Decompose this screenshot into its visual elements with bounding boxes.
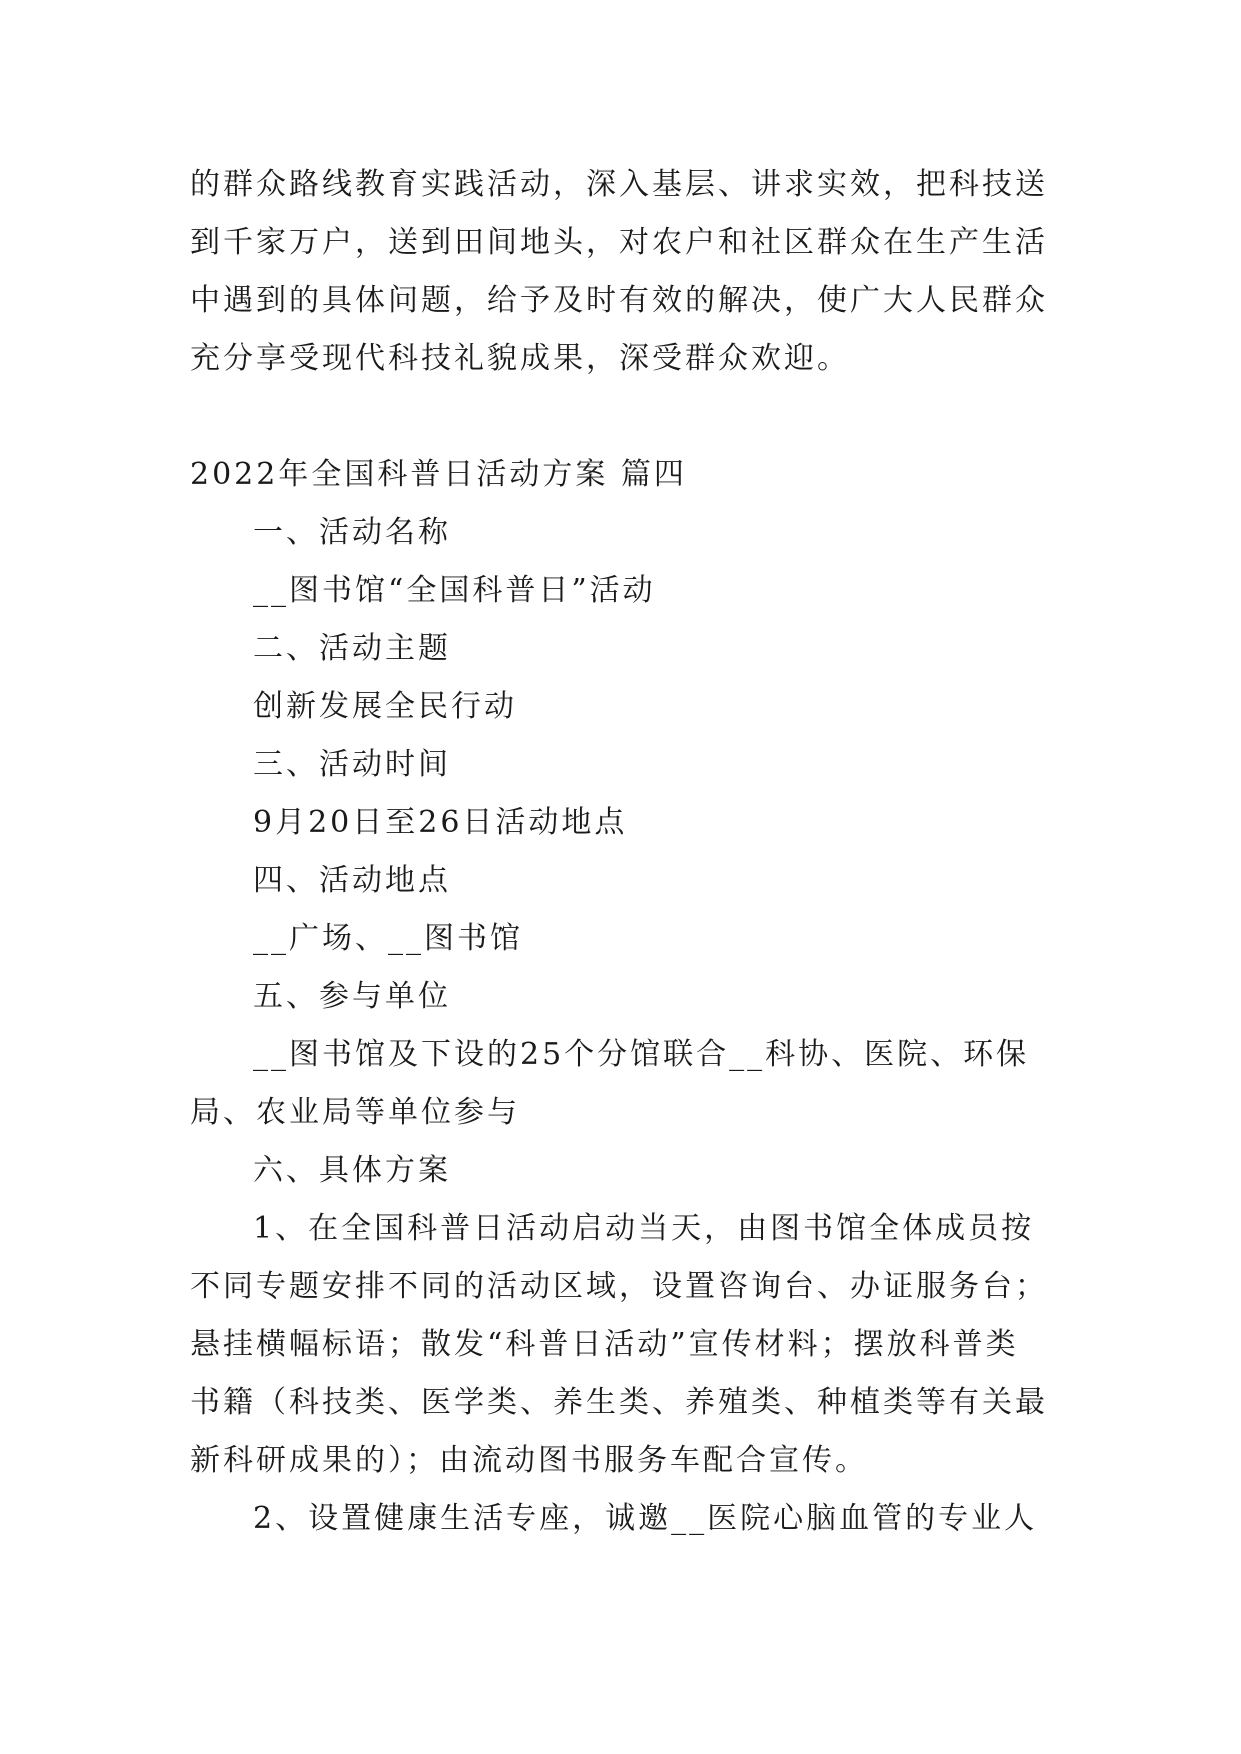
activity-theme-value: 创新发展全民行动	[253, 689, 517, 724]
plan-item-1-line: 不同专题安排不同的活动区域，设置咨询台、办证服务台；	[190, 1269, 1048, 1304]
paragraph-line: 中遇到的具体问题，给予及时有效的解决，使广大人民群众	[190, 283, 1048, 318]
plan-item-2-line: 2、设置健康生活专座，诚邀__医院心脑血管的专业人	[253, 1501, 1038, 1536]
plan-item-1-line: 1、在全国科普日活动启动当天，由图书馆全体成员按	[253, 1211, 1035, 1246]
paragraph-line: 到千家万户，送到田间地头，对农户和社区群众在生产生活	[190, 225, 1048, 260]
activity-name-value: __图书馆“全国科普日”活动	[253, 573, 656, 608]
plan-item-1-line: 新科研成果的）；由流动图书服务车配合宣传。	[190, 1443, 868, 1478]
participants-line: 局、农业局等单位参与	[190, 1095, 520, 1130]
heading-activity-time: 三、活动时间	[253, 747, 451, 782]
heading-activity-name: 一、活动名称	[253, 515, 451, 550]
paragraph-line: 充分享受现代科技礼貌成果，深受群众欢迎。	[190, 341, 850, 376]
section-title: 2022年全国科普日活动方案 篇四	[190, 457, 687, 492]
heading-participants: 五、参与单位	[253, 979, 451, 1014]
activity-location-value: __广场、__图书馆	[253, 921, 523, 956]
plan-item-1-line: 悬挂横幅标语；散发“科普日活动”宣传材料；摆放科普类	[190, 1327, 1019, 1362]
activity-time-value: 9月20日至26日活动地点	[253, 805, 628, 840]
heading-plan: 六、具体方案	[253, 1153, 451, 1188]
heading-activity-location: 四、活动地点	[253, 863, 451, 898]
heading-activity-theme: 二、活动主题	[253, 631, 451, 666]
participants-line: __图书馆及下设的25个分馆联合__科协、医院、环保	[253, 1037, 1030, 1072]
paragraph-line: 的群众路线教育实践活动，深入基层、讲求实效，把科技送	[190, 167, 1048, 202]
plan-item-1-line: 书籍（科技类、医学类、养生类、养殖类、种植类等有关最	[190, 1385, 1048, 1420]
